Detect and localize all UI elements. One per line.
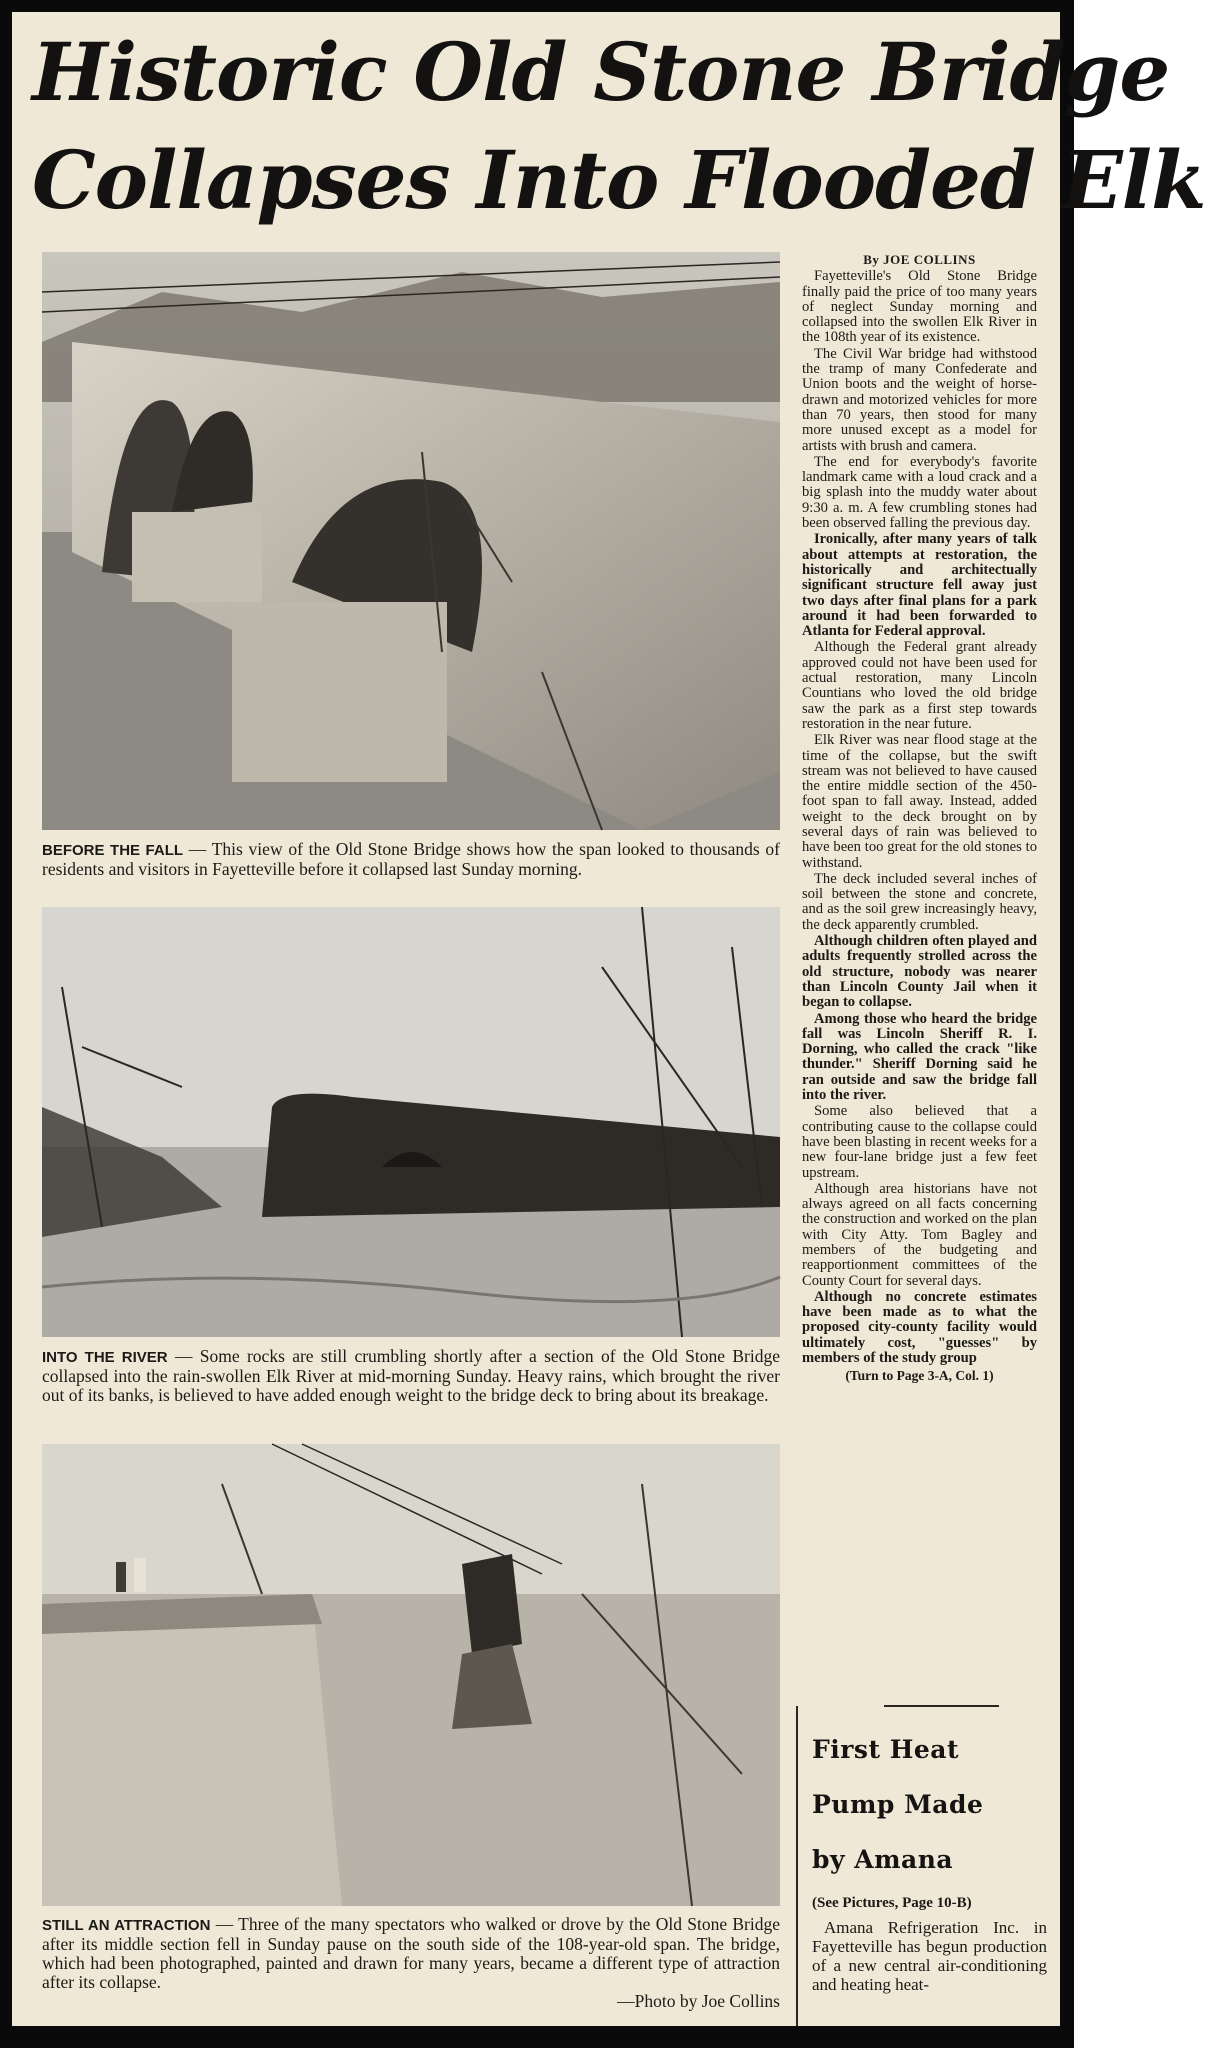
article-paragraph: The Civil War bridge had withstood the tramp of many Confederate and Union boots and the weight of horse-drawn and motorized vehicles for more than 70 years, then stood for many more unused except as a model for artists with brush and camera. (802, 345, 1037, 454)
article-paragraph: Some also believed that a contributing cause to the collapse could have been blasting in recent weeks for a new four-lane bridge just a few feet upstream. (802, 1103, 1037, 1181)
sidebar-rule (884, 1705, 999, 1707)
column-rule (796, 1706, 798, 2026)
photo-caption-2 (42, 1347, 780, 1405)
article-paragraph: Fayetteville's Old Stone Bridge finally paid the price of too many years of neglect Sunday morning and collapsed into the swollen Elk River in the 108th year of its existence. (802, 268, 1037, 346)
caption-text: — This view of the Old Stone Bridge shows how the span looked to thousands of residents and visitors in Fayetteville before it collapsed last Sunday morning. (42, 839, 780, 879)
caption-lead: INTO THE RIVER (42, 1349, 168, 1366)
jump-line: (Turn to Page 3-A, Col. 1) (845, 1368, 994, 1384)
article-paragraph: Although no concrete estimates have been made as to what the proposed city-county facility would ultimately cost, "guesses" by members of the study group (802, 1288, 1037, 1367)
photo-caption-3 (42, 1915, 780, 2011)
caption-text: — Three of the many spectators who walked or drove by the Old Stone Bridge after its middle section fell in Sunday pause on the south side of the 108-year-old span. The bridge, which had been photographed, painted and drawn for many years, became a different type of attraction after its collapse. (42, 1914, 780, 1992)
photo-caption-1 (42, 840, 780, 879)
sidebar-headline-line-2: Pump Made (812, 1790, 984, 1819)
sidebar-text: Amana Refrigeration Inc. in Fayetteville has begun production of a new central air-conditioning and heating heat- (812, 1918, 1047, 1994)
article-column (802, 252, 1037, 1384)
headline-line-2: Collapses Into Flooded Elk (32, 133, 1206, 227)
caption-lead: STILL AN ATTRACTION (42, 1917, 211, 1934)
sidebar-headline-line-3: by Amana (812, 1845, 954, 1874)
caption-text: — Some rocks are still crumbling shortly after a section of the Old Stone Bridge collapsed into the rain-swollen Elk River at mid-morning Sunday. Heavy rains, which brought the river out of its banks, is believed to have added enough weight to the bridge deck to bring about its breakage. (42, 1346, 780, 1405)
sidebar-headline-line-1: First Heat (812, 1735, 960, 1764)
article-paragraph: Although area historians have not always agreed on all facts concerning the construction and worked on the plan with City Atty. Tom Bagley and members of the budgeting and reapportionment committees of the County Court for several days. (802, 1180, 1037, 1289)
sidebar-see-pictures: (See Pictures, Page 10-B) (812, 1895, 972, 1911)
sidebar-story (812, 1722, 1047, 1994)
photo-credit: —Photo by Joe Collins (617, 1991, 780, 2011)
article-paragraph: Ironically, after many years of talk about attempts at restoration, the historically and architectually significant structure fell away just two days after final plans for a park around it had been forwarded to Atlanta for Federal approval. (802, 531, 1037, 640)
article-paragraph: The end for everybody's favorite landmark came with a loud crack and a big splash into the muddy water about 9:30 a. m. A few crumbling stones had been observed falling the previous day. (802, 453, 1037, 532)
article-paragraph: Elk River was near flood stage at the time of the collapse, but the swift stream was not believed to have caused the entire middle section of the 450-foot span to fall away. Instead, added weight to the deck brought on by several days of rain was believed to have been too great for the old stones to withstand. (802, 732, 1037, 871)
article-paragraph: The deck included several inches of soil between the stone and concrete, and as the soil grew increasingly heavy, the deck apparently crumbled. (802, 870, 1037, 933)
article-paragraph: Although the Federal grant already approved could not have been used for actual restoration, many Lincoln Countians who loved the old bridge saw the park as a first step towards restoration in the near future. (802, 639, 1037, 732)
newspaper-clipping (12, 12, 1206, 2026)
photo-before-the-fall (42, 252, 780, 830)
article-paragraph: Among those who heard the bridge fall was Lincoln Sheriff R. I. Dorning, who called the crack "like thunder." Sheriff Dorning said he ran outside and saw the bridge fall into the river. (802, 1010, 1037, 1104)
photo-still-an-attraction (42, 1444, 780, 1906)
caption-lead: BEFORE THE FALL (42, 842, 184, 859)
byline: By JOE COLLINS (863, 252, 976, 267)
headline-line-1: Historic Old Stone Bridge (32, 25, 1170, 119)
photo-into-the-river (42, 907, 780, 1337)
article-paragraph: Although children often played and adults frequently strolled across the old structure, nobody was nearer than Lincoln County Jail when it began to collapse. (802, 933, 1037, 1011)
